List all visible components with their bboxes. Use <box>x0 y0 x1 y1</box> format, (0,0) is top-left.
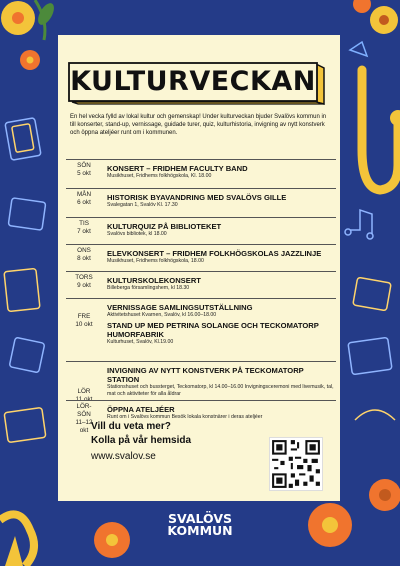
event-description: Runt om i Svalövs kommun Besök lokala konstnärer i deras ateljéer <box>107 414 263 420</box>
event-description: Billeberga församlingshem, kl 18.30 <box>107 285 190 291</box>
event-day <box>66 220 102 236</box>
event-details <box>107 218 336 238</box>
event-details <box>107 189 336 209</box>
event-day-line: LÖR <box>77 388 91 395</box>
intro-text: En hel vecka fylld av lokal kultur och gemenskap! Under kulturveckan bjuder Svalövs kommun in till konserter, stand-up, vernissage, guidade turer, quiz, kulturhistoria, invigning av nytt konstverk och öppna ateljéer runt om i kommunen. <box>70 114 327 136</box>
event-details <box>107 245 336 265</box>
event-day-line: ONS <box>77 247 91 254</box>
event-day-line: 7 okt <box>77 228 91 235</box>
more-info-question: Vill du veta mer? <box>91 421 171 432</box>
event-title: VERNISSAGE SAMLINGSUTSTÄLLNING <box>107 303 253 312</box>
flower-decoration-top-right <box>350 0 398 56</box>
event-description: Stationshuset och bussterget, Teckomatorp, kl 14.00–16.00 Invigningsceremoni med livemusik, tal, mat och aktiviteter för alla åldrar <box>107 384 334 397</box>
logo-line-1: SVALÖVS <box>168 511 232 526</box>
event-details <box>107 272 336 292</box>
event-item <box>107 222 336 238</box>
event-title: ELEVKONSERT – FRIDHEM FOLKHÖGSKOLAS JAZZLINJE <box>107 249 322 258</box>
event-description: Aktivitetshuset Kvarnen, Svalöv, kl 16.00–18.00 <box>107 312 217 318</box>
music-decoration <box>345 210 395 420</box>
logo-line-2: KOMMUN <box>167 523 233 538</box>
event-day-line: 10 okt <box>75 321 93 328</box>
content-card <box>58 35 340 501</box>
event-details <box>107 401 336 421</box>
qr-code[interactable] <box>269 437 323 491</box>
event-row <box>66 217 336 244</box>
event-title: INVIGNING AV NYTT KONSTVERK PÅ TECKOMATORP STATION <box>107 366 304 384</box>
event-day <box>66 162 102 178</box>
event-day <box>66 274 102 290</box>
saxophone-decoration <box>362 70 400 190</box>
event-description: Svalegatan 1, Svalöv Kl. 17.30 <box>107 202 178 208</box>
more-info-cta: Kolla på vår hemsida <box>91 435 192 446</box>
event-description: Musikhuset, Fridhems folkhögskola, Kl. 18.00 <box>107 173 212 179</box>
event-description: Svalövs bibliotek, kl 18.00 <box>107 231 167 237</box>
svalov-kommun-logo <box>150 513 250 537</box>
event-item <box>107 405 336 421</box>
event-details <box>107 362 336 398</box>
event-title: KONSERT – FRIDHEM FACULTY BAND <box>107 164 248 173</box>
event-details <box>107 299 336 346</box>
event-day-line: 11–12 <box>75 419 93 426</box>
flower-decoration-top-left <box>1 0 57 70</box>
event-item <box>107 366 336 398</box>
event-day-line: 9 okt <box>77 282 91 289</box>
event-day-line: TORS <box>75 274 93 281</box>
picture-frame-decoration <box>4 118 46 443</box>
poster-title: KULTURVECKAN <box>70 66 316 97</box>
event-day <box>66 313 102 329</box>
qr-code-image <box>270 438 322 490</box>
event-row <box>66 298 336 361</box>
event-title: KULTURQUIZ PÅ BIBLIOTEKET <box>107 222 222 231</box>
more-info <box>91 420 191 464</box>
event-day-line: 6 okt <box>77 199 91 206</box>
event-day-line: LÖR- <box>76 403 92 410</box>
event-day-line: SÖN <box>77 162 91 169</box>
event-description: Kulturhuset, Svalöv, Kl.19.00 <box>107 339 174 345</box>
event-row <box>66 361 336 403</box>
event-day-line: okt <box>79 427 89 434</box>
event-title: HISTORISK BYAVANDRING MED SVALÖVS GILLE <box>107 193 287 202</box>
event-day-line: 5 okt <box>77 170 91 177</box>
event-item <box>107 193 336 209</box>
website-link[interactable]: www.svalov.se <box>91 451 156 462</box>
event-title: ÖPPNA ATELJÉER <box>107 405 175 414</box>
event-day <box>66 191 102 207</box>
event-item <box>107 249 336 265</box>
event-item <box>107 276 336 292</box>
event-item <box>107 303 336 319</box>
event-item <box>107 164 336 180</box>
event-day <box>66 247 102 263</box>
event-row <box>66 271 336 298</box>
event-day-line: 11 okt <box>75 396 93 403</box>
event-day-line: SÖN <box>77 411 91 418</box>
event-day-line: TIS <box>79 220 89 227</box>
event-item <box>107 321 336 346</box>
event-details <box>107 160 336 180</box>
event-row <box>66 244 336 271</box>
event-row <box>66 159 336 188</box>
event-list <box>66 159 336 441</box>
event-row <box>66 188 336 217</box>
event-day-line: MÅN <box>77 191 91 198</box>
event-description: Musikhuset, Fridhems folkhögskola, 18.00 <box>107 258 204 264</box>
event-day-line: 8 okt <box>77 255 91 262</box>
event-title: KULTURSKOLEKONSERT <box>107 276 201 285</box>
title-banner <box>68 62 328 104</box>
event-title: STAND UP MED PETRINA SOLANGE OCH TECKOMATORP HUMORFABRIK <box>107 321 319 339</box>
event-day-line: FRE <box>77 313 91 320</box>
